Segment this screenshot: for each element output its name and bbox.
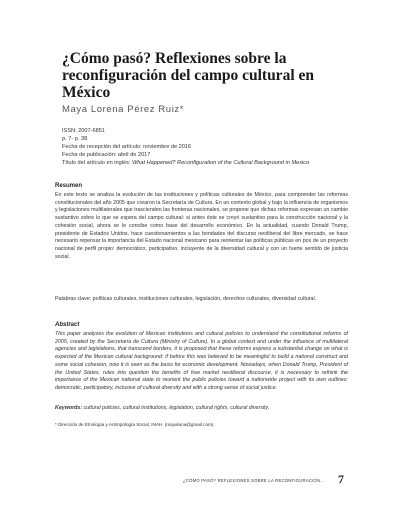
issn: ISSN: 2007-6851 <box>62 128 105 134</box>
abstract-keywords-label: Keywords: <box>55 405 83 411</box>
abstract-keywords <box>55 405 348 413</box>
english-title-line <box>62 160 332 168</box>
resumen-text: En este texto se analiza la evolución de las instituciones y políticas culturales de México, para comprender las reformas constitucionales del año 2005 que crearon la Secretaría de Cultura. En un contexto global y bajo la influencia de organismos y legislaciones multilaterales que trascienden las fronteras nacionales, se propone que dichas reformas expresan un cambio sustantivo sobre lo que se espera del campo cultural: si antes éste se creyó sustantivo para la construcción nacional y la cohesión social, ahora se le concibe como base del desarrollo económico. En la actualidad, cuando Donald Trump, presidente de Estados Unidos, hace cuestionamientos a las bondades del discurso neoliberal del libre mercado, se hace necesario repensar la importancia del Estado nacional mexicano para reorientar las políticas públicas en pos de un proyecto nacional de perfil propio: democrático, participativo, incluyente de la diversidad cultural y con un fuerte sentido de justicia social. <box>55 192 348 260</box>
published-date: Fecha de publicación: abril de 2017 <box>62 151 151 158</box>
page-number: 7 <box>338 472 344 486</box>
english-title-label: Título del artículo en inglés: <box>62 159 131 166</box>
resumen-keywords: Palabras clave: políticas culturales, instituciones culturales, legislación, derechos culturales, diversidad cultural. <box>55 296 317 302</box>
abstract-keywords-list: cultural policies, cultural institutions, legislation, cultural rights, cultural diversity. <box>83 405 270 411</box>
resumen-heading: Resumen <box>55 183 83 189</box>
english-title: What Happened? Reconfiguration of the Cultural Background in Mexico <box>131 159 310 166</box>
received-date: Fecha de recepción del artículo: noviembre de 2016 <box>62 143 192 150</box>
article-title: ¿Cómo pasó? Reflexiones sobre la reconfiguración del campo cultural en México <box>62 50 314 101</box>
running-head: ¿CÓMO PASÓ? REFLEXIONES SOBRE LA RECONFIGURACIÓN... <box>183 478 325 483</box>
abstract-heading: Abstract <box>55 322 80 328</box>
article-author: Maya Lorena Pérez Ruiz* <box>62 104 185 115</box>
abstract-text: This paper analyzes the evolution of Mexican institutions and cultural policies to understand the constitutional reforms of 2005, created by the Secretaría de Cultura (Ministry of Culture). In a global context and under the influence of multilateral agencies and legislations, that transcend borders, it is proposed that these reforms express a substantial change on what is expected of the Mexican cultural background: if before this was believed to be meaningful to build a national construct and some social cohesion, now it is seen as the basis for economic development. Nowadays, when Donald Trump, President of the United States, rules into question the benefits of free market neoliberal discourse, it is necessary to rethink the importance of the Mexican national state to reorient the public policies toward a nationwide project with its own outlines: democratic, participatory, inclusive of cultural diversity and with a strong sense of social justice. <box>55 331 348 391</box>
article-metadata <box>62 128 332 168</box>
author-footnote: * Dirección de Etnología y Antropología Social, INAH. (mayaluna@gmail.com). <box>55 422 215 427</box>
page-range: p. 7- p. 38 <box>62 135 88 142</box>
